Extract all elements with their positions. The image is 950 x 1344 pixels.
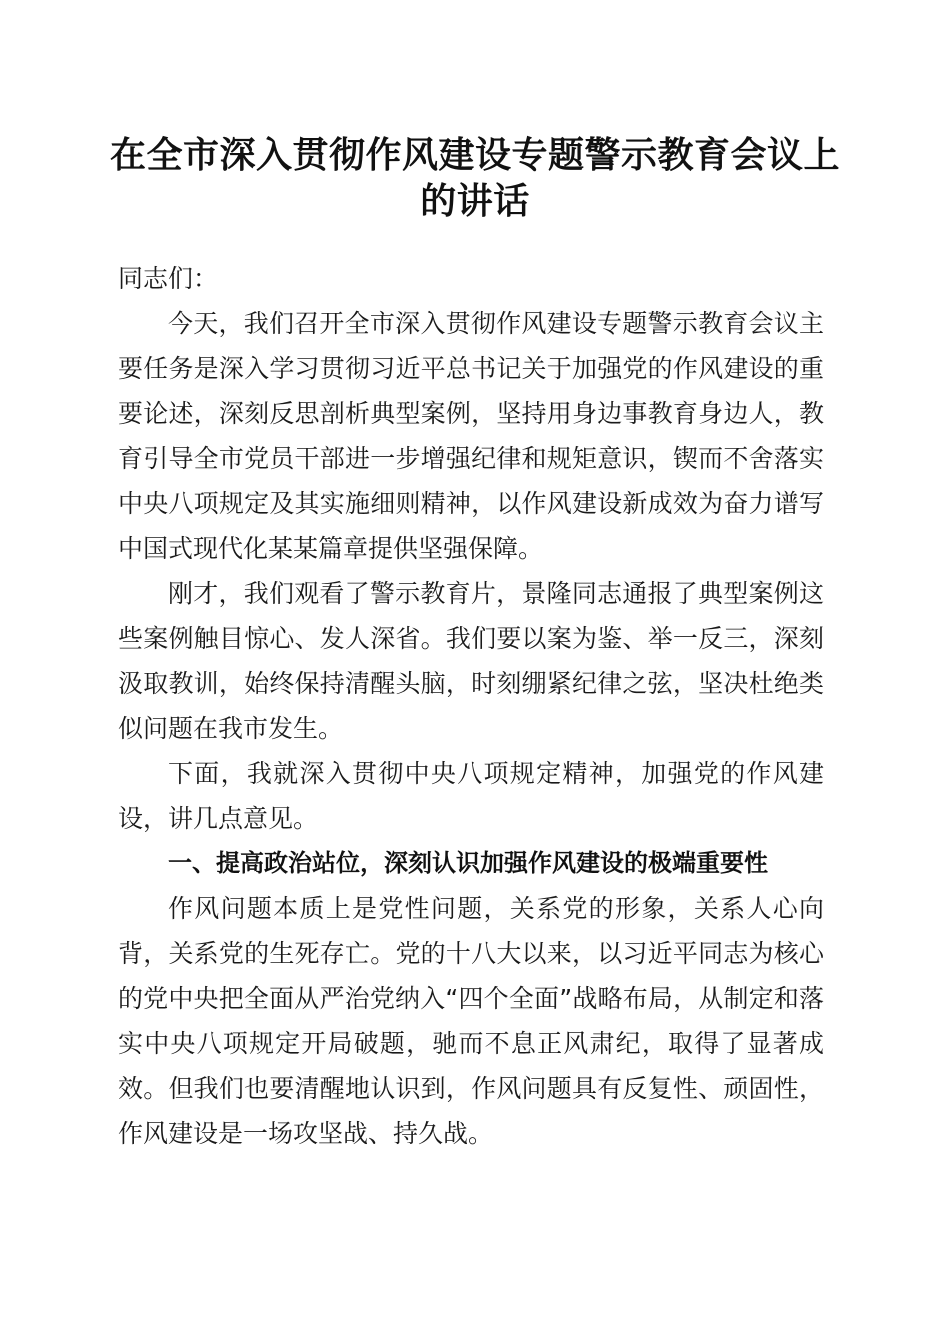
document-title: 在全市深入贯彻作风建设专题警示教育会议上的讲话 [110, 134, 841, 222]
paragraph-cases: 刚才，我们观看了警示教育片，景隆同志通报了典型案例这些案例触目惊心、发人深省。我们要以案为鉴、举一反三，深刻汲取教训，始终保持清醒头脑，时刻绷紧纪律之弦，坚决杜绝类似问题在我市发生。 [118, 579, 824, 743]
salutation: 同志们： [118, 264, 219, 293]
section-heading-1: 一、提高政治站位，深刻认识加强作风建设的极端重要性 [168, 849, 768, 877]
paragraph-opening: 今天，我们召开全市深入贯彻作风建设专题警示教育会议主要任务是深入学习贯彻习近平总书记关于加强党的作风建设的重要论述，深刻反思剖析典型案例，坚持用身边事教育身边人，教育引导全市党员干部进一步增强纪律和规矩意识，锲而不舍落实中央八项规定及其实施细则精神，以作风建设新成效为奋力谱写中国式现代化某某篇章提供坚强保障。 [118, 309, 824, 563]
section-1-paragraph: 作风问题本质上是党性问题，关系党的形象，关系人心向背，关系党的生死存亡。党的十八大以来，以习近平同志为核心的党中央把全面从严治党纳入“四个全面”战略布局，从制定和落实中央八项规定开局破题，驰而不息正风肃纪，取得了显著成效。但我们也要清醒地认识到，作风问题具有反复性、顽固性，作风建设是一场攻坚战、持久战。 [118, 894, 824, 1148]
document-body [118, 256, 824, 1156]
paragraph-outline: 下面，我就深入贯彻中央八项规定精神，加强党的作风建设，讲几点意见。 [118, 759, 824, 833]
